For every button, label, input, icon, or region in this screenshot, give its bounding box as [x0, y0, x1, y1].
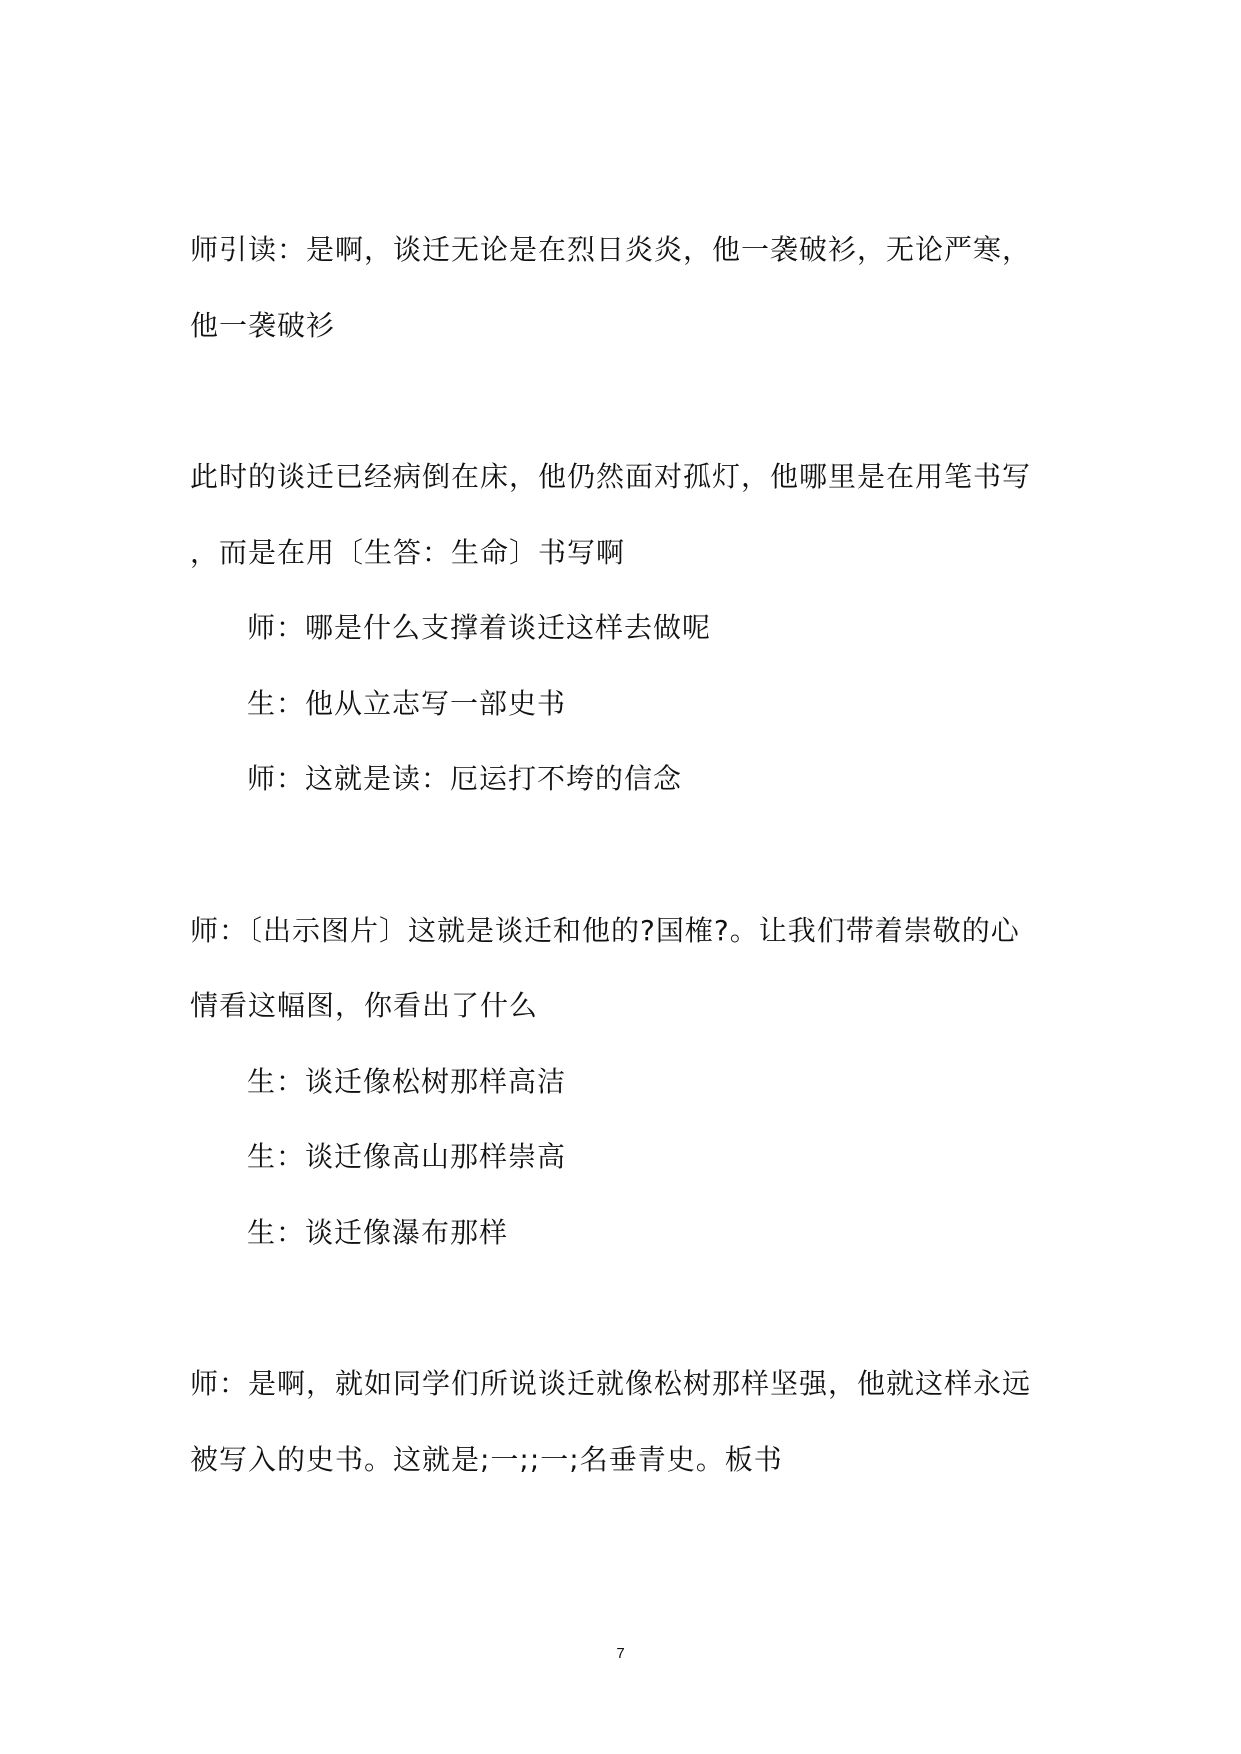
- dialogue-line: 师：这就是读：厄运打不垮的信念: [247, 762, 683, 795]
- dialogue-line: 生：谈迁像瀑布那样: [247, 1216, 509, 1249]
- paragraph-line: 此时的谈迁已经病倒在床，他仍然面对孤灯，他哪里是在用笔书写: [190, 460, 1032, 493]
- paragraph-line: 被写入的史书。这就是;一;;一;名垂青史。板书: [190, 1443, 783, 1476]
- paragraph-line: ，而是在用〔生答：生命〕书写啊: [190, 536, 626, 569]
- dialogue-line: 生：谈迁像高山那样崇高: [247, 1140, 567, 1173]
- page-number: 7: [616, 1645, 625, 1662]
- paragraph-line: 师引读：是啊，谈迁无论是在烈日炎炎，他一袭破衫，无论严寒，: [190, 233, 1032, 266]
- paragraph-line: 师：〔出示图片〕这就是谈迁和他的?国榷?。让我们带着崇敬的心: [190, 914, 1020, 947]
- dialogue-line: 师：哪是什么支撑着谈迁这样去做呢: [247, 611, 712, 644]
- paragraph-line: 他一袭破衫: [190, 309, 336, 342]
- paragraph-line: 情看这幅图，你看出了什么: [190, 989, 539, 1022]
- paragraph-line: 师：是啊，就如同学们所说谈迁就像松树那样坚强，他就这样永远: [190, 1367, 1032, 1400]
- dialogue-line: 生：他从立志写一部史书: [247, 687, 567, 720]
- dialogue-line: 生：谈迁像松树那样高洁: [247, 1065, 567, 1098]
